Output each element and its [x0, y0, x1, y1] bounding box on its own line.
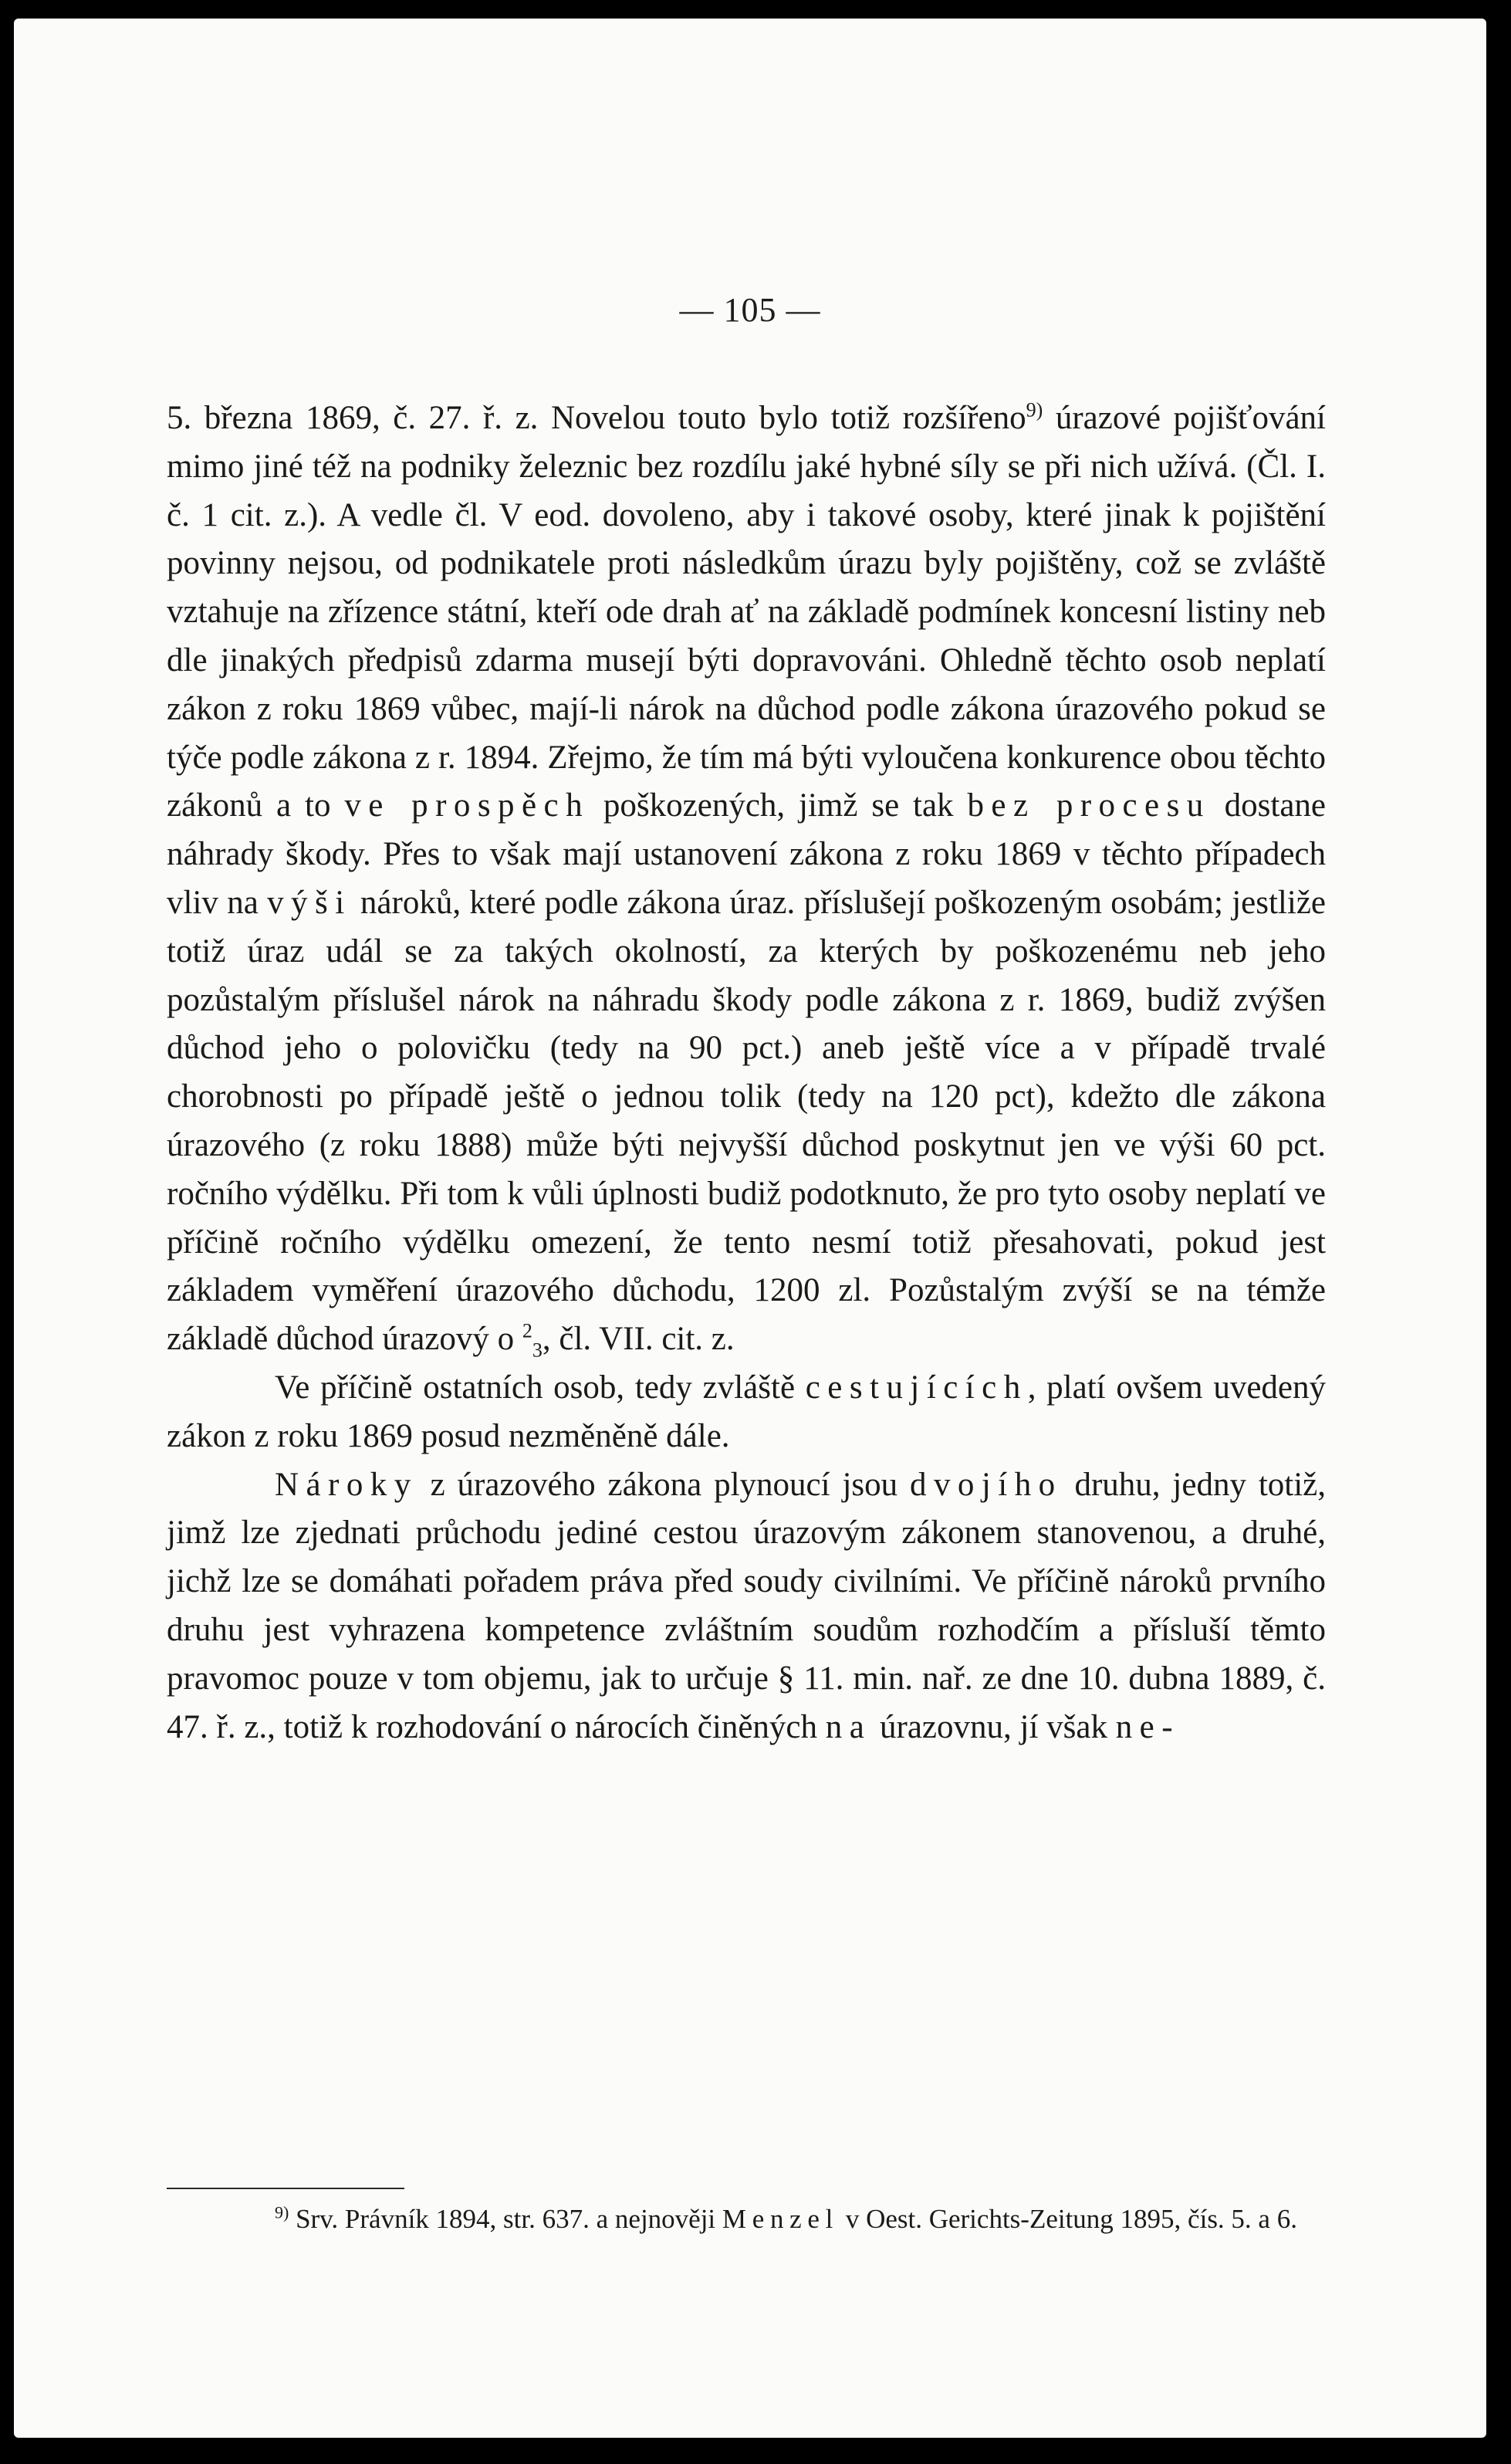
page-number: — 105 — — [679, 291, 821, 329]
paragraph-3: Nároky z úrazového zákona plynoucí jsou dvojího druhu, jedny totiž, jimž lze zjednati průchodu jediné cestou úrazovým zákonem stanovenou, a druhé, jichž lze se domáhati pořadem práva před soudy civilními. Ve příčině nároků prvního druhu jest vyhrazena kompetence zvláštním soudům rozhodčím a přísluší těmto pravomoc pouze v tom objemu, jak to určuje § 11. min. nař. ze dne 10. dubna 1889, č. 47. ř. z., totiž k rozhodování o nárocích činěných na úrazovnu, jí však ne- — [167, 1466, 1327, 1745]
spaced-emphasis: Nároky — [275, 1466, 418, 1503]
spaced-emphasis: bez procesu — [967, 787, 1211, 824]
body-text — [167, 394, 1326, 1752]
paragraph-2: Ve příčině ostatních osob, tedy zvláště cestujících, platí ovšem uvedený zákon z roku 1869 posud nezměněně dále. — [167, 1369, 1326, 1454]
spaced-emphasis: Menzel — [722, 2204, 840, 2234]
footnote-marker: 9) — [275, 2202, 289, 2222]
paragraph-1: 5. března 1869, č. 27. ř. z. Novelou touto bylo totiž rozšířeno$^{9)}$ úrazové pojišťování mimo jiné též na podniky železnic bez rozdílu jaké hybné síly se při nich užívá. (Čl. I. č. 1 cit. z.). A vedle čl. V eod. dovoleno, aby i takové osoby, které jinak k pojištění povinny nejsou, od podnikatele proti následkům úrazu byly pojištěny, což se zvláště vztahuje na zřízence státní, kteří ode drah ať na základě podmínek koncesní listiny neb dle jinakých předpisů zdarma musejí býti dopravováni. Ohledně těchto osob neplatí zákon z roku 1869 vůbec, mají-li nárok na důchod podle zákona úrazového pokud se týče podle zákona z r. 1894. Zřejmo, že tím má býti vyloučena konkurence obou těchto zákonů a to ve prospěch poškozených, jimž se tak bez procesu dostane náhrady škody. Přes to však mají ustanovení zákona z roku 1869 v těchto případech vliv na výši nároků, které podle zákona úraz. příslušejí poškozeným osobám; jestliže totiž úraz udál se za takých okolností, za kterých by poškozenému neb jeho pozůstalým příslušel nárok na náhradu škody podle zákona z r. 1869, budiž zvýšen důchod jeho o polovičku (tedy na 90 pct.) aneb ještě více a v případě trvalé chorobnosti po případě ještě o jednou tolik (tedy na 120 pct), kdežto dle zákona úrazového (z roku 1888) může býti nejvyšší důchod poskytnut jen ve výši 60 pct. ročního výdělku. Při tom k vůli úplnosti budiž podotknuto, že pro tyto osoby neplatí ve příčině ročního výdělku omezení, že tento nesmí totiž přesahovati, pokud jest základem vyměření úrazového důchodu, 1200 zl. Pozůstalým zvýší se na témže základě důchod úrazový o $^2_3$, čl. VII. cit. z. — [167, 398, 1326, 1362]
document-page — [14, 19, 1486, 2438]
spaced-emphasis: ne- — [1115, 1708, 1181, 1745]
spaced-emphasis: na — [825, 1708, 872, 1745]
footnote — [167, 2198, 1326, 2241]
spaced-emphasis: ve prospěch — [344, 787, 590, 824]
footnote-divider — [167, 2188, 404, 2189]
footnote-text: $^{9)}$ Srv. Právník 1894, str. 637. a nejnověji Menzel v Oest. Gerichts-Zeitung 1895, čís. 5. a 6. — [275, 2202, 1297, 2234]
spaced-emphasis: výši — [267, 884, 352, 921]
footnote-reference: 9) — [1026, 398, 1043, 421]
spaced-emphasis: cestujících — [805, 1369, 1028, 1406]
spaced-emphasis: dvojího — [910, 1466, 1063, 1503]
fraction: $^2_3$ — [522, 1319, 543, 1362]
